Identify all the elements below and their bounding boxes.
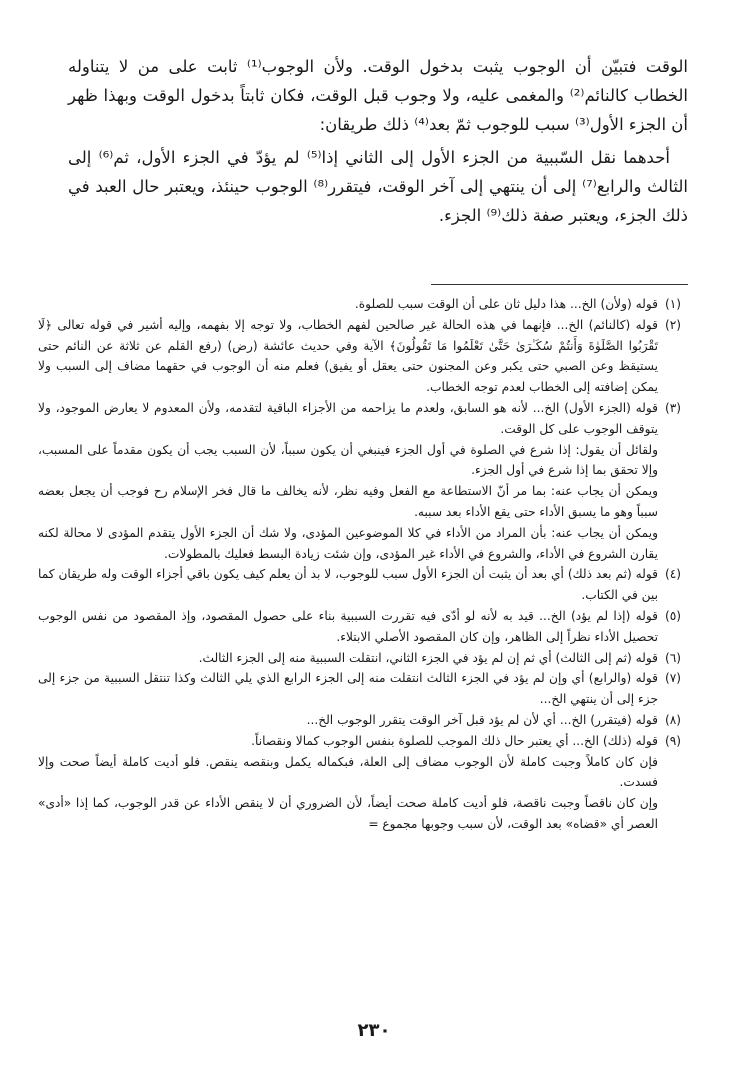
main-paragraph-2: أحدهما نقل السّببية من الجزء الأول إلى الثاني إذا⁽⁵⁾ لم يؤدّ في الجزء الأول، ثم⁽⁶⁾ إلى الثالث والرابع⁽⁷⁾ إلى أن ينتهي إلى آخر الوقت، فيتقرر⁽⁸⁾ الوجوب حينئذ، ويعتبر حال العبد في ذلك الجزء، ويعتبر صفة ذلك⁽⁹⁾ الجزء. (68, 148, 688, 225)
footnote-3-continuation: ويمكن أن يجاب عنه: بأن المراد من الأداء في كلا الموضوعين المؤدى، ولا شك أن الجزء الأول يتقدم المؤدى لا محالة لكنه يقارن الشروع في الأداء، والشروع في الأداء غير المؤدى، وإن شئت زيادة البسط فعليك بالمطولات. (38, 525, 658, 561)
footnote-3 (38, 398, 688, 440)
footnote-text: قوله (فيتقرر) الخ... أي لأن لم يؤد قبل آخر الوقت يتقرر الوجوب الخ... (306, 712, 658, 727)
footnote-2 (38, 315, 688, 398)
main-paragraph-1: الوقت فتبيّن أن الوجوب يثبت بدخول الوقت. ولأن الوجوب⁽¹⁾ ثابت على من لا يتناوله الخطاب كالنائم⁽²⁾ والمغمى عليه، ولا وجوب قبل الوقت، فكان ثابتاً بدخول الوقت وبهذا ظهر أن الجزء الأول⁽³⁾ سبب للوجوب ثمّ بعد⁽⁴⁾ ذلك طريقان: (68, 57, 689, 134)
footnote-number: (٨) (664, 712, 682, 727)
footnote-5 (38, 606, 688, 648)
footnotes (38, 294, 688, 835)
footnote-text: قوله (كالنائم) الخ... فإنهما في هذه الحالة غير صالحين لفهم الخطاب، ولا توجه إلا بفهمه، وإليه أشير في قوله تعالى ﴿لَا تَقْرَبُوا الصَّلَوٰةَ وَأَنتُمْ سُكَـٰرَىٰ حَتَّىٰ تَعْلَمُوا مَا تَقُولُونَ﴾ الآية وفي حديث عائشة (رض) (رفع القلم عن ثلاثة عن النائم حتى يستيقظ وعن الصبي حتى يكبر وعن المجنون حتى يعقل أو يفيق) فعلم منه أن الوجوب في حقهما مضاف إلى السبب ولا يمكن إضافته إلى الخطاب لعدم توجه الخطاب. (38, 317, 658, 395)
footnote-3-continuation: ولقائل أن يقول: إذا شرع في الصلوة في أول الجزء فينبغي أن يكون سبباً، لأن السبب يجب أن يكون مقدماً على المسبب، وإلا تحقق بما إذا شرع في أول الجزء. (38, 442, 658, 478)
footnote-number: (٢) (664, 317, 682, 332)
page-number: ٢٣٠ (357, 1020, 391, 1041)
footnote-separator (431, 284, 688, 285)
footnote-number: (١) (664, 297, 682, 311)
main-text-block (68, 52, 688, 234)
footnote-8 (38, 710, 688, 731)
footnote-6 (38, 648, 688, 669)
footnote-text: قوله (الجزء الأول) الخ... لأنه هو السابق، ولعدم ما يزاحمه من الأجزاء الباقية لتقدمه، ولأن المعدوم لا يعارض الموجود، ولا يتوقف الوجوب على كل الوقت. (38, 400, 658, 436)
footnote-number: (٦) (664, 650, 682, 665)
footnote-number: (٧) (664, 671, 682, 686)
footnote-text: قوله (ذلك) الخ... أي يعتبر حال ذلك الموجب للصلوة بنفس الوجوب كمالا ونقصاناً. (251, 733, 658, 748)
footnote-9 (38, 731, 688, 752)
footnote-number: (٣) (664, 400, 682, 415)
footnote-number: (٥) (664, 608, 682, 623)
footnote-number: (٤) (664, 567, 682, 582)
footnote-7 (38, 668, 688, 710)
footnote-4 (38, 564, 688, 606)
footnote-text: قوله (ثم بعد ذلك) أي بعد أن يثبت أن الجزء الأول سبب للوجوب، لا بد أن يعلم كيف يكون باقي أجزاء الوقت وله طريقان كما بين في الكتاب. (38, 567, 658, 603)
footnote-3-continuation: ويمكن أن يجاب عنه: بما مر أنّ الاستطاعة مع الفعل وفيه نظر، لأنه يخالف ما قال فخر الإسلام رح فوجب أن يجعل بعضه سبباً وهو ما يسبق الأداء حتى يقع الأداء بعد سببه. (38, 484, 658, 519)
footnote-9-continuation: فإن كان كاملاً وجبت كاملة لأن الوجوب مضاف إلى العلة، فبكماله يكمل وبنقصه ينقص. فلو أديت كاملة أيضاً صحت وإلا فسدت. (38, 754, 658, 790)
footnote-1 (38, 294, 688, 315)
footnote-text: قوله (ولأن) الخ... هذا دليل ثان على أن الوقت سبب للصلوة. (354, 297, 658, 311)
footnote-text: قوله (إذا لم يؤد) الخ... قيد به لأنه لو أدّى فيه تقررت السببية بناء على حصول المقصود، وإذ المقصود من نفس الوجوب تحصيل الأداء نظراً إلى الظاهر، وإن كان المقصود الأصلي الابتلاء. (38, 608, 658, 644)
footnote-9-continuation: وإن كان ناقصاً وجبت ناقصة، فلو أديت كاملة صحت أيضاً، لأن الضروري أن لا ينقص الأداء عن قدر الوجوب، كما إذا «أدى» العصر أي «قضاه» بعد الوقت، لأن سبب وجوبها مجموع = (38, 796, 658, 831)
footnote-text: قوله (ثم إلى الثالث) أي ثم إن لم يؤد في الجزء الثاني، انتقلت السببية منه إلى الجزء الثالث. (198, 650, 658, 665)
footnote-number: (٩) (664, 733, 682, 748)
footnote-text: قوله (والرابع) أي وإن لم يؤد في الجزء الثالث انتقلت منه إلى الجزء الرابع الذي يلي الثالث وكذا تنتقل السببية من جزء إلى جزء إلى أن ينتهي الخ... (38, 671, 658, 707)
